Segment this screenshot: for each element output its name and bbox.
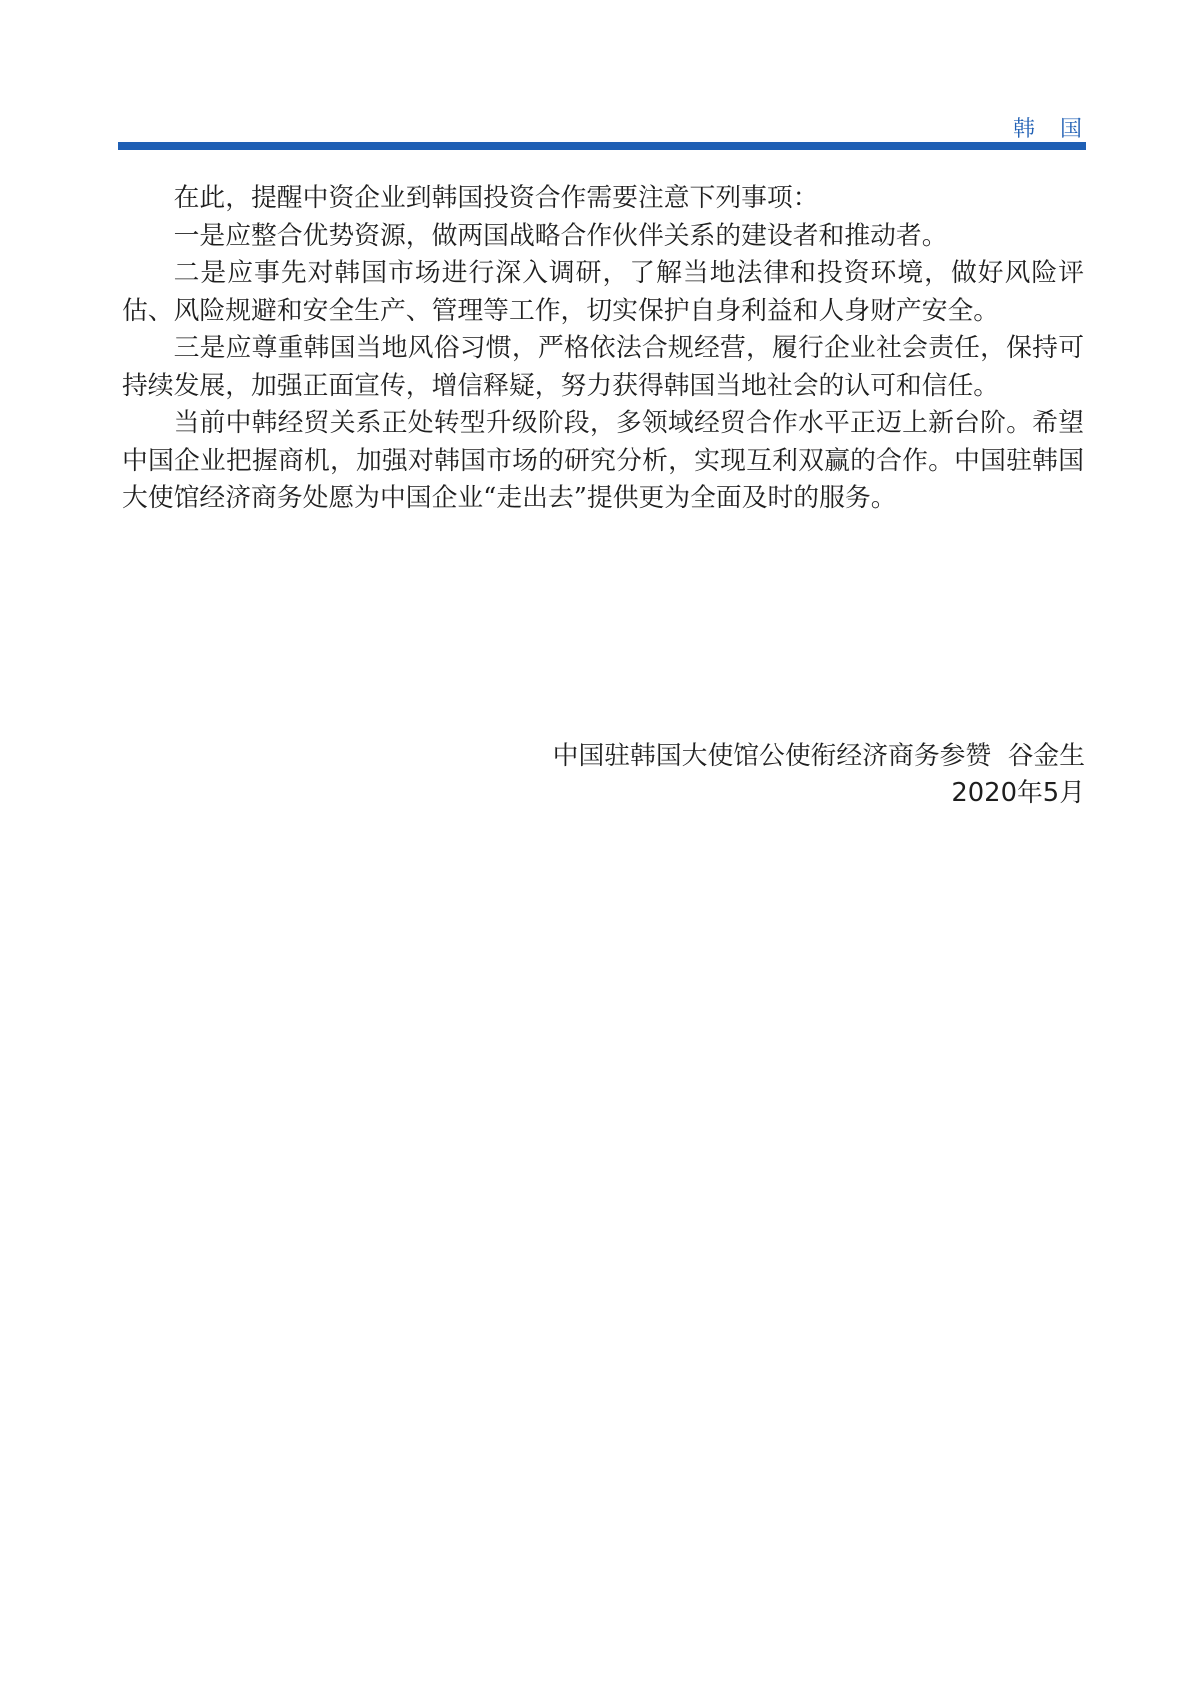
paragraph: 当前中韩经贸关系正处转型升级阶段，多领域经贸合作水平正迈上新台阶。希望中国企业把握商机，加强对韩国市场的研究分析，实现互利双赢的合作。中国驻韩国大使馆经济商务处愿为中国企业“走出去”提供更为全面及时的服务。 <box>122 408 1084 513</box>
body-text <box>122 180 1084 518</box>
paragraph: 在此，提醒中资企业到韩国投资合作需要注意下列事项： <box>173 183 819 213</box>
signature-author: 中国驻韩国大使馆公使衔经济商务参赞 谷金生 <box>552 741 1085 771</box>
paragraph: 二是应事先对韩国市场进行深入调研，了解当地法律和投资环境，做好风险评估、风险规避和安全生产、管理等工作，切实保护自身利益和人身财产安全。 <box>122 258 1084 326</box>
running-header-title: 韩国 <box>1012 117 1107 142</box>
paragraph: 一是应整合优势资源，做两国战略合作伙伴关系的建设者和推动者。 <box>173 220 948 251</box>
header-divider <box>118 142 1086 150</box>
signature-block <box>553 738 1085 812</box>
signature-date: 2020年5月 <box>951 778 1085 808</box>
paragraph: 三是应尊重韩国当地风俗习惯，严格依法合规经营，履行企业社会责任，保持可持续发展，加强正面宣传，增信释疑，努力获得韩国当地社会的认可和信任。 <box>122 333 1084 401</box>
